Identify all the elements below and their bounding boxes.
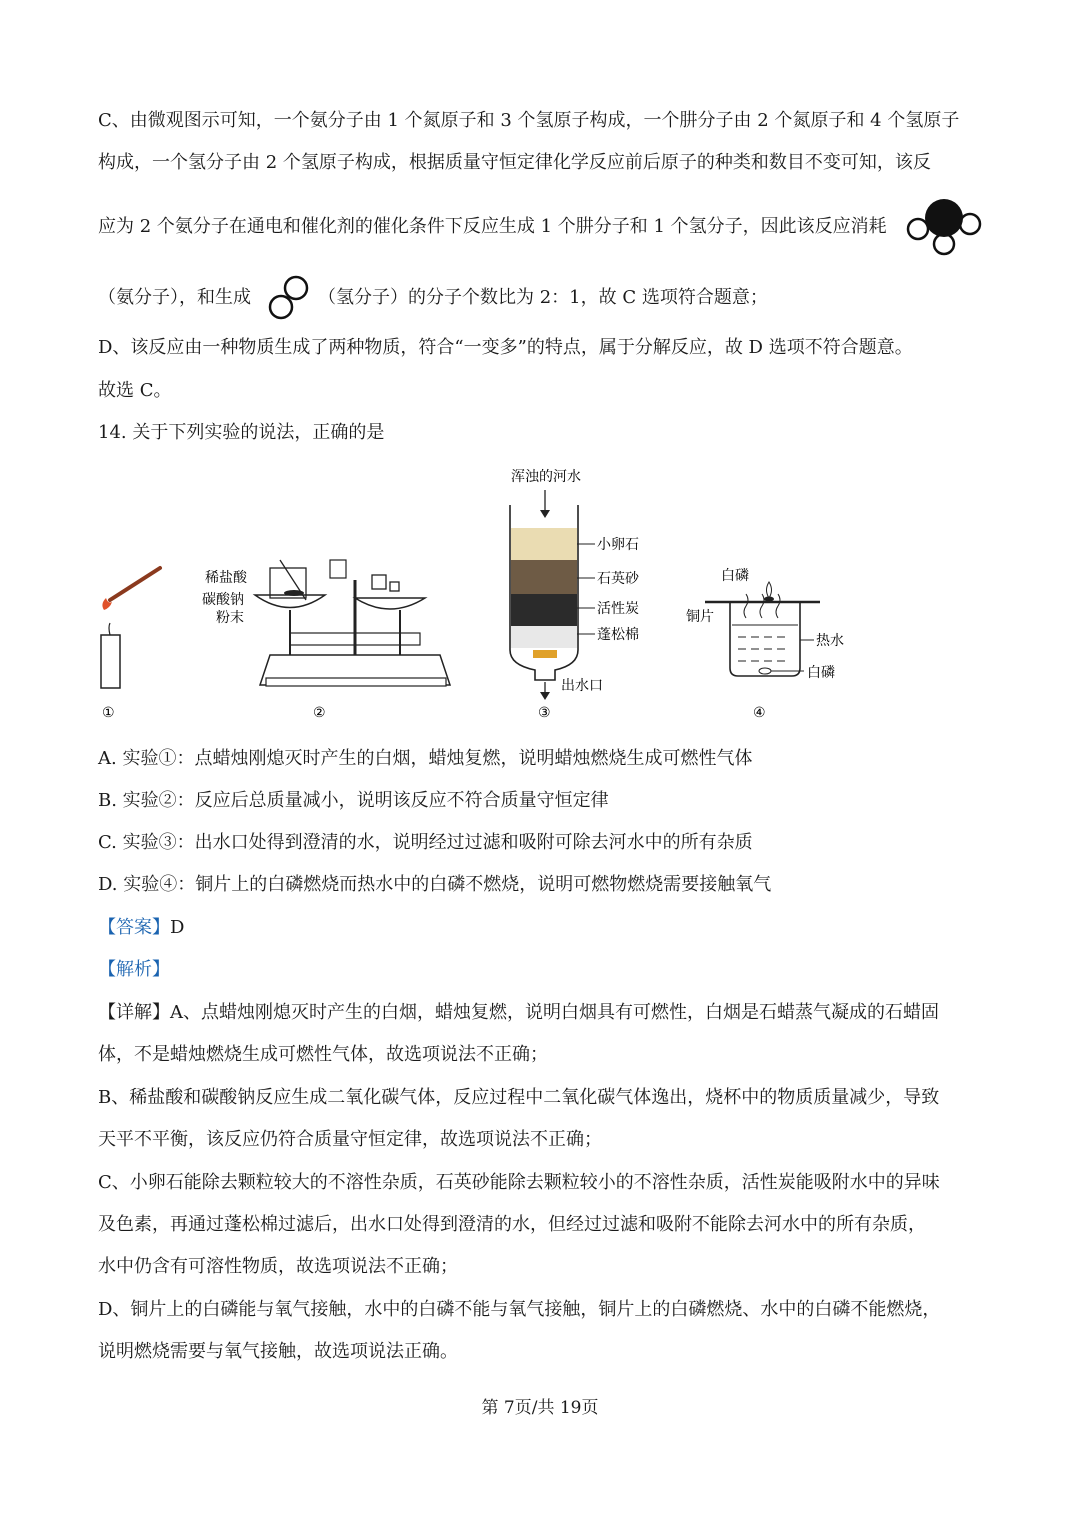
- answer-label: 【答案】: [98, 917, 170, 938]
- analysis-label: 【解析】: [98, 959, 170, 980]
- label-cotton: 蓬松棉: [597, 627, 639, 643]
- water-filter-figure: [510, 490, 595, 700]
- choose-c-line: 故选 C。: [98, 380, 172, 401]
- fig-label-4: ④: [753, 705, 766, 721]
- paragraph-c-line2: 构成，一个氢分子由 2 个氢原子构成，根据质量守恒定律化学反应前后原子的种类和数目不变可知，该反: [98, 152, 931, 173]
- detail-b-line2: 天平不平衡，该反应仍符合质量守恒定律，故选项说法不正确；: [98, 1129, 602, 1150]
- answer-value: D: [170, 917, 185, 938]
- detail-d-line1: D、铜片上的白磷能与氧气接触，水中的白磷不能与氧气接触，铜片上的白磷燃烧、水中的白磷不能燃烧，: [98, 1299, 941, 1320]
- paragraph-c-line1: C、由微观图示可知，一个氨分子由 1 个氮原子和 3 个氢原子构成，一个肼分子由 2 个氮原子和 4 个氢原子: [98, 110, 960, 131]
- detail-c-line3: 水中仍含有可溶性物质，故选项说法不正确；: [98, 1256, 458, 1277]
- label-muddy-river-water: 浑浊的河水: [511, 469, 581, 485]
- label-white-phosphorus-top: 白磷: [721, 568, 749, 584]
- detail-label: 【详解】: [98, 1002, 170, 1023]
- ammonia-molecule-icon: [904, 196, 982, 256]
- label-white-phosphorus-bottom: 白磷: [807, 665, 835, 681]
- detail-b-line1: B、稀盐酸和碳酸钠反应生成二氧化碳气体，反应过程中二氧化碳气体逸出，烧杯中的物质质量减少，导致: [98, 1087, 940, 1108]
- label-activated-carbon: 活性炭: [597, 601, 639, 617]
- paragraph-c-line4b: （氢分子）的分子个数比为 2：1，故 C 选项符合题意；: [318, 287, 768, 308]
- label-hot-water: 热水: [816, 633, 844, 649]
- option-a: A. 实验①：点蜡烛刚熄灭时产生的白烟，蜡烛复燃，说明蜡烛燃烧生成可燃性气体: [98, 748, 753, 769]
- detail-a-line1: [98, 1001, 939, 1025]
- page-footer: 第 7页/共 19页: [481, 1398, 599, 1418]
- detail-c-line1: C、小卵石能除去颗粒较大的不溶性杂质，石英砂能除去颗粒较小的不溶性杂质，活性炭能吸附水中的异味: [98, 1172, 940, 1193]
- detail-a-text1: A、点蜡烛刚熄灭时产生的白烟，蜡烛复燃，说明白烟具有可燃性，白烟是石蜡蒸气凝成的石蜡固: [170, 1002, 939, 1023]
- detail-d-line2: 说明燃烧需要与氧气接触，故选项说法正确。: [98, 1341, 458, 1362]
- balance-figure: [255, 560, 450, 686]
- question-stem: 14. 关于下列实验的说法，正确的是: [98, 422, 385, 443]
- paragraph-c-line4a: （氨分子），和生成: [98, 287, 251, 308]
- label-pebbles: 小卵石: [597, 537, 639, 553]
- label-dilute-hcl: 稀盐酸: [205, 570, 247, 586]
- option-c: C. 实验③：出水口处得到澄清的水，说明经过过滤和吸附可除去河水中的所有杂质: [98, 832, 753, 853]
- phosphorus-figure: [705, 582, 820, 676]
- paragraph-d: D、该反应由一种物质生成了两种物质，符合“一变多”的特点，属于分解反应，故 D 选项不符合题意。: [98, 337, 913, 358]
- option-d: D. 实验④：铜片上的白磷燃烧而热水中的白磷不燃烧，说明可燃物燃烧需要接触氧气: [98, 874, 772, 895]
- fig-label-3: ③: [538, 705, 551, 721]
- hydrogen-molecule-icon: [266, 274, 312, 322]
- fig-label-2: ②: [313, 705, 326, 721]
- label-powder: 粉末: [216, 610, 244, 626]
- experiment-figures: [90, 460, 990, 730]
- candle-figure: [101, 568, 160, 688]
- detail-a-line2: 体，不是蜡烛燃烧生成可燃性气体，故选项说法不正确；: [98, 1044, 548, 1065]
- fig-label-1: ①: [102, 705, 115, 721]
- label-quartz-sand: 石英砂: [597, 571, 639, 587]
- label-water-outlet: 出水口: [561, 678, 603, 694]
- label-sodium-carbonate: 碳酸钠: [202, 592, 244, 608]
- label-copper-sheet: 铜片: [686, 609, 714, 625]
- option-b: B. 实验②：反应后总质量减小，说明该反应不符合质量守恒定律: [98, 790, 609, 811]
- detail-c-line2: 及色素，再通过蓬松棉过滤后，出水口处得到澄清的水，但经过过滤和吸附不能除去河水中的所有杂质，: [98, 1214, 926, 1235]
- answer-line: [98, 916, 184, 940]
- paragraph-c-line3: 应为 2 个氨分子在通电和催化剂的催化条件下反应生成 1 个肼分子和 1 个氢分子，因此该反应消耗: [98, 216, 887, 237]
